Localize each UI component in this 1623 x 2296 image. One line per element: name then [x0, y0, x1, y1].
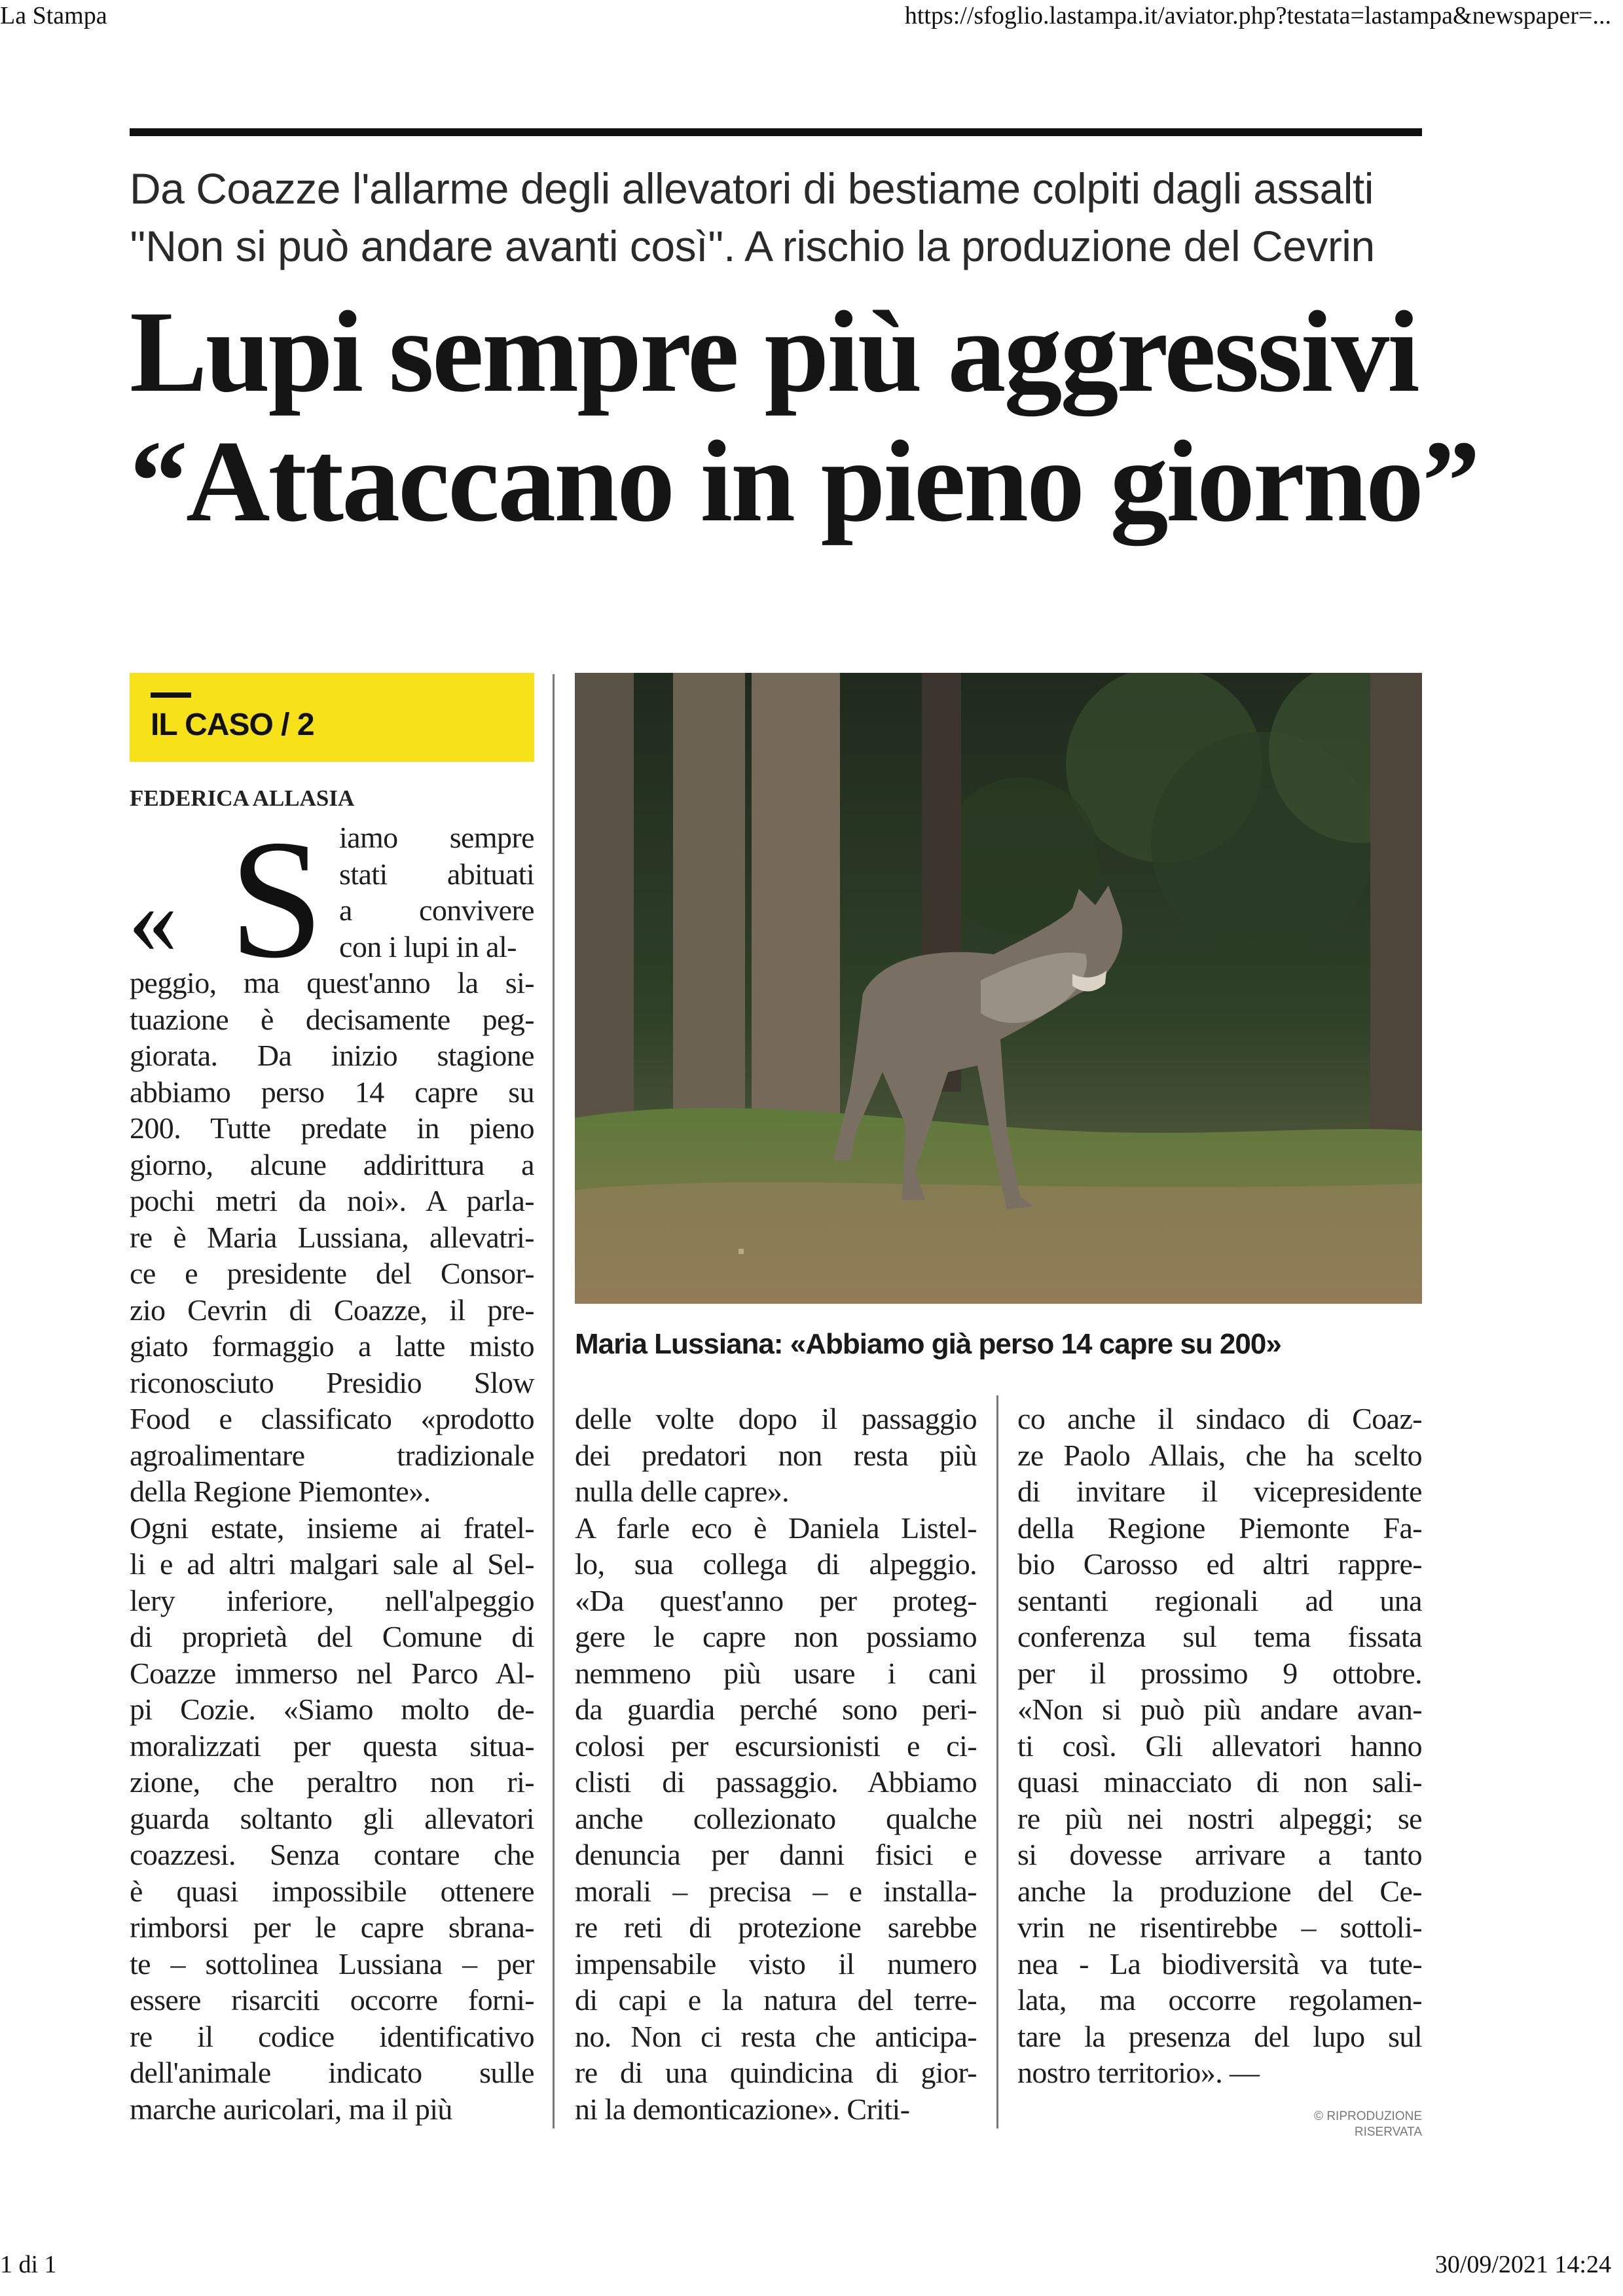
kicker — [130, 160, 1422, 275]
text-line: li e ad altri malgari sale al Sel- — [130, 1547, 534, 1581]
text-line: denuncia per danni fisici e — [575, 1838, 977, 1871]
text-line: vrin ne risentirebbe – sottoli- — [1017, 1910, 1422, 1944]
photo-caption — [575, 1326, 1281, 1363]
text-line: riconosciuto Presidio Slow — [130, 1365, 534, 1399]
text-line: quasi minacciato di non sali- — [1017, 1765, 1422, 1799]
text-line: colosi per escursionisti e ci- — [575, 1729, 977, 1763]
text-line: re più nei nostri alpeggi; se — [1017, 1801, 1422, 1835]
text-line: ni la demonticazione». Criti- — [575, 2092, 910, 2126]
wolf-in-forest-photo — [575, 673, 1422, 1304]
caption-name: Maria Lussiana: — [575, 1328, 783, 1360]
column-1-intro — [339, 819, 534, 965]
text-line: rimborsi per le capre sbrana- — [130, 1910, 534, 1944]
copyright-notice: © RIPRODUZIONE RISERVATA — [1314, 2109, 1422, 2139]
column-divider — [996, 1395, 998, 2128]
text-line: abbiamo perso 14 capre su — [130, 1075, 534, 1109]
text-line: iamo sempre — [339, 821, 534, 854]
dropcap-letter: S — [229, 805, 324, 994]
text-line: di capi e la natura del terre- — [575, 1983, 977, 2017]
text-line: sentanti regionali ad una — [1017, 1583, 1422, 1617]
text-line: moralizzati per questa situa- — [130, 1729, 534, 1763]
text-line: gere le capre non possiamo — [575, 1620, 977, 1653]
headline-line: “Attaccano in pieno giorno” — [130, 416, 1478, 546]
text-line: di proprietà del Comune di — [130, 1620, 534, 1653]
text-line: nemmeno più usare i cani — [575, 1656, 977, 1690]
text-line: è quasi impossibile ottenere — [130, 1874, 534, 1908]
text-line: te – sottolinea Lussiana – per — [130, 1946, 534, 1981]
text-line: ce e presidente del Consor- — [130, 1257, 534, 1290]
text-line: coazzesi. Senza contare che — [130, 1838, 534, 1871]
text-line: lery inferiore, nell'alpeggio — [130, 1583, 534, 1617]
byline: FEDERICA ALLASIA — [130, 785, 355, 811]
text-line: con i lupi in al- — [339, 929, 517, 963]
text-line: anche la produzione del Ce- — [1017, 1874, 1422, 1908]
text-line: delle volte dopo il passaggio — [575, 1402, 977, 1435]
text-line: pi Cozie. «Siamo molto de- — [130, 1693, 534, 1726]
text-line: stati abituati — [339, 857, 534, 891]
text-line: morali – precisa – e installa- — [575, 1874, 977, 1908]
kicker-line: Da Coazze l'allarme degli allevatori di bestiame colpiti dagli assalti — [130, 164, 1374, 213]
dropcap-guillemet: « — [128, 865, 177, 974]
section-label: IL CASO / 2 — [151, 708, 314, 742]
text-line: da guardia perché sono peri- — [575, 1693, 977, 1726]
print-datetime: 30/09/2021 14:24 — [1434, 2251, 1611, 2278]
page-url[interactable]: https://sfoglio.lastampa.it/aviator.php?testata=lastampa&newspaper=... — [904, 2, 1611, 29]
text-line: re il codice identificativo — [130, 2019, 534, 2053]
page-count: 1 di 1 — [0, 2251, 57, 2278]
section-label-box — [130, 673, 534, 762]
text-line: co anche il sindaco di Coaz- — [1017, 1402, 1422, 1435]
text-line: «Non si può più andare avan- — [1017, 1693, 1422, 1726]
text-line: zione, che peraltro non ri- — [130, 1765, 534, 1799]
text-line: lo, sua collega di alpeggio. — [575, 1547, 977, 1581]
text-line: re di una quindicina di gior- — [575, 2056, 977, 2089]
text-line: lata, ma occorre regolamen- — [1017, 1983, 1422, 2017]
text-line: dell'animale indicato sulle — [130, 2056, 534, 2089]
column-1 — [130, 965, 534, 2127]
text-line: Ogni estate, insieme ai fratel- — [130, 1511, 534, 1545]
text-line: di invitare il vicepresidente — [1017, 1475, 1422, 1508]
text-line: giorno, alcune addirittura a — [130, 1147, 534, 1181]
text-line: anche collezionato qualche — [575, 1801, 977, 1835]
text-line: impensabile visto il numero — [575, 1946, 977, 1981]
text-line: della Regione Piemonte Fa- — [1017, 1511, 1422, 1545]
text-line: bio Carosso ed altri rappre- — [1017, 1547, 1422, 1581]
text-line: re reti di protezione sarebbe — [575, 1910, 977, 1944]
text-line: conferenza sul tema fissata — [1017, 1620, 1422, 1653]
text-line: Food e classificato «prodotto — [130, 1402, 534, 1435]
wolf-photo — [575, 673, 1422, 1304]
text-line: no. Non ci resta che anticipa- — [575, 2019, 977, 2053]
text-line: dei predatori non resta più — [575, 1438, 977, 1472]
text-line: essere risarciti occorre forni- — [130, 1983, 534, 2017]
top-rule — [130, 128, 1422, 136]
text-line: guarda soltanto gli allevatori — [130, 1801, 534, 1835]
text-line: «Da quest'anno per proteg- — [575, 1583, 977, 1617]
text-line: agroalimentare tradizionale — [130, 1438, 534, 1472]
text-line: zio Cevrin di Coazze, il pre- — [130, 1293, 534, 1327]
page-source: La Stampa — [0, 2, 107, 29]
text-line: giorata. Da inizio stagione — [130, 1039, 534, 1072]
text-line: nea - La biodiversità va tute- — [1017, 1946, 1422, 1981]
column-3 — [1017, 1401, 1422, 2091]
text-line: nostro territorio». — — [1017, 2056, 1260, 2089]
caption-quote: «Abbiamo già perso 14 capre su 200» — [790, 1328, 1281, 1360]
headline — [130, 287, 1478, 546]
text-line: clisti di passaggio. Abbiamo — [575, 1765, 977, 1799]
text-line: giato formaggio a latte misto — [130, 1329, 534, 1363]
text-line: pochi metri da noi». A parla- — [130, 1184, 534, 1217]
text-line: ti così. Gli allevatori hanno — [1017, 1729, 1422, 1763]
text-line: marche auricolari, ma il più — [130, 2092, 452, 2126]
text-line: Coazze immerso nel Parco Al- — [130, 1656, 534, 1690]
section-label-bar — [151, 692, 191, 698]
text-line: peggio, ma quest'anno la si- — [130, 966, 534, 999]
text-line: tare la presenza del lupo sul — [1017, 2019, 1422, 2053]
column-2 — [575, 1401, 977, 2127]
kicker-line: ''Non si può andare avanti così''. A rischio la produzione del Cevrin — [130, 222, 1375, 270]
column-divider — [553, 674, 555, 2128]
text-line: si dovesse arrivare a tanto — [1017, 1838, 1422, 1871]
text-line: della Regione Piemonte». — [130, 1475, 431, 1508]
text-line: re è Maria Lussiana, allevatri- — [130, 1220, 534, 1254]
text-line: A farle eco è Daniela Listel- — [575, 1511, 977, 1545]
headline-line: Lupi sempre più aggressivi — [130, 287, 1418, 416]
text-line: tuazione è decisamente peg- — [130, 1002, 534, 1036]
text-line: per il prossimo 9 ottobre. — [1017, 1656, 1422, 1690]
text-line: a convivere — [339, 893, 534, 927]
text-line: 200. Tutte predate in pieno — [130, 1111, 534, 1145]
text-line: ze Paolo Allais, che ha scelto — [1017, 1438, 1422, 1472]
text-line: nulla delle capre». — [575, 1475, 790, 1508]
